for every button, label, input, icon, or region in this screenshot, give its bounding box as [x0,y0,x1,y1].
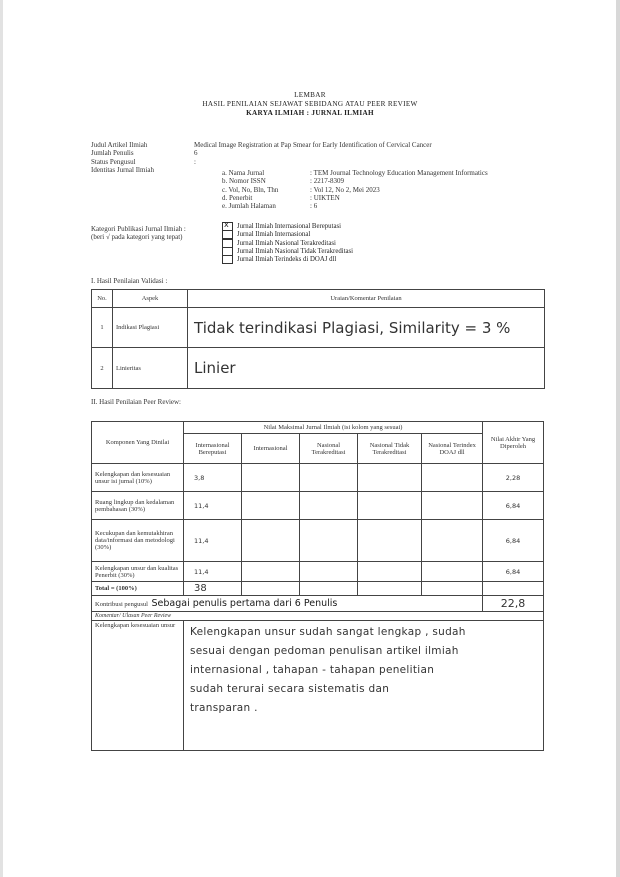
category-option-label: Jurnal Ilmiah Terindeks di DOAJ dll [237,256,337,264]
journal-row-label: e. Jumlah Halaman [222,202,276,211]
journal-row [222,177,562,185]
journal-row [222,202,562,210]
row-comment: Linier [188,348,545,389]
journal-row-value: : TEM Journal Technology Education Management Informatics [310,169,488,177]
komentar-label: Komentar/ Ulasan Peer Review [92,612,544,621]
identity-label: Identitas Jurnal Ilmiah [91,166,154,174]
category-option-label: Jurnal Ilmiah Nasional Terakreditasi [237,239,336,247]
kontribusi-row [92,596,544,612]
category-option-doaj[interactable] [222,255,462,263]
category-option-label: Jurnal Ilmiah Nasional Tidak Terakreditasi [237,247,354,255]
subheader-national-unaccredited: Nasional Tidak Terakreditasi [358,434,422,464]
col-uraian-header: Uraian/Komentar Penilaian [188,290,545,308]
journal-row-label: b. Nomor ISSN [222,177,266,186]
header-line-1: LEMBAR [294,91,326,99]
subheader-international-reputable: Internasional Bereputasi [184,434,242,464]
peer-row [92,492,544,520]
section2-title: II. Hasil Penilaian Peer Review: [91,398,182,406]
peer-total-row [92,582,544,596]
comment-line: Kelengkapan unsur sudah sangat lengkap , sudah [190,626,466,638]
row-comment: Tidak terindikasi Plagiasi, Similarity = 3 % [188,308,545,348]
kelengkapan-label: Kelengkapan kesesuaian unsur [92,621,184,751]
row-aspek: Linieritas [113,348,188,389]
komponen-cell: Kelengkapan unsur dan kualitas Penerbit (30%) [92,562,184,582]
empty-cell [358,520,422,562]
scan-edge-right [616,0,620,877]
empty-cell [422,464,483,492]
check-mark: x [224,220,229,229]
category-option-national-unaccredited[interactable] [222,247,462,255]
journal-row-value: : 6 [310,202,318,211]
category-options [222,222,462,263]
empty-cell [242,464,300,492]
comment-line: sudah terurai secara sistematis dan [190,683,390,695]
row-aspek: Indikasi Plagiasi [113,308,188,348]
category-option-label: Jurnal Ilmiah Internasional [237,231,311,239]
journal-row-label: c. Vol, No, Bln, Thn [222,185,279,194]
komentar-row [92,612,544,621]
subheader-national-accredited: Nasional Terakreditasi [300,434,358,464]
journal-row-value: : 2217-8309 [310,177,345,186]
validation-row [92,348,545,389]
komponen-cell: Kelengkapan dan kesesuaian unsur isi jurnal (10%) [92,464,184,492]
category-checkbox[interactable] [222,255,233,264]
akhir-cell: 2,28 [483,464,544,492]
nilai-cell: 3,8 [184,464,242,492]
nilai-cell: 11,4 [184,492,242,520]
row-no: 2 [92,348,113,389]
komponen-header: Komponen Yang Dinilai [92,422,184,464]
empty-cell [358,582,422,596]
komponen-cell: Kecukupan dan kemutakhiran data/informasi dan metodologi (30%) [92,520,184,562]
validation-row [92,308,545,348]
komponen-cell: Ruang lingkup dan kedalaman pembahasan (30%) [92,492,184,520]
empty-cell [483,582,544,596]
article-title-value: Medical Image Registration at Pap Smear for Early Identification of Cervical Cancer [194,141,432,149]
journal-row [222,169,562,177]
empty-cell [300,562,358,582]
kontribusi-value: Sebagai penulis pertama dari 6 Penulis [151,598,338,609]
empty-cell [358,464,422,492]
subheader-doaj: Nasional Terindex DOAJ dll [422,434,483,464]
kelengkapan-row [92,621,544,751]
section1-title: I. Hasil Penilaian Validasi : [91,277,168,285]
akhir-header: Nilai Akhir Yang Diperoleh [483,422,544,464]
empty-cell [300,464,358,492]
validation-header-row [92,290,545,308]
comment-line: internasional , tahapan - tahapan penelitian [190,664,435,676]
authors-value: 6 [194,149,198,157]
peer-row [92,464,544,492]
category-option-international[interactable] [222,230,462,238]
status-value: : [194,158,196,166]
comment-line: transparan . [190,702,258,714]
empty-cell [242,520,300,562]
empty-cell [422,582,483,596]
empty-cell [242,492,300,520]
category-option-label: Jurnal Ilmiah Internasional Bereputasi [237,223,341,231]
validation-table [91,289,545,389]
article-title-label: Judul Artikel Ilmiah [91,141,148,149]
category-option-international-reputable[interactable] [222,222,462,230]
kelengkapan-comment [184,621,544,751]
category-option-national-accredited[interactable] [222,239,462,247]
empty-cell [422,562,483,582]
peer-row [92,520,544,562]
peer-row [92,562,544,582]
subheader-international: Internasional [242,434,300,464]
nilai-cell: 11,4 [184,562,242,582]
comment-line: sesuai dengan pedoman penulisan artikel ilmiah [190,645,459,657]
journal-row [222,194,562,202]
empty-cell [422,520,483,562]
empty-cell [300,492,358,520]
group-header: Nilai Maksimal Jurnal Ilmiah (isi kolom yang sesuai) [184,422,483,434]
akhir-cell: 6,84 [483,562,544,582]
journal-row-value: : Vol 12, No 2, Mei 2023 [310,185,380,194]
peer-header-row [92,422,544,434]
journal-row-label: a. Nama Jurnal [222,169,265,177]
journal-row [222,186,562,194]
nilai-cell: 11,4 [184,520,242,562]
status-label: Status Pengusul [91,158,136,166]
journal-row-label: d. Penerbit [222,193,253,202]
akhir-cell: 6,84 [483,520,544,562]
kontribusi-cell [92,596,483,612]
category-hint: (beri √ pada kategori yang tepat) [91,233,183,241]
empty-cell [300,520,358,562]
category-label: Kategori Publikasi Jurnal Ilmiah : [91,225,186,233]
empty-cell [422,492,483,520]
akhir-cell: 6,84 [483,492,544,520]
authors-label: Jumlah Penulis [91,149,134,157]
total-label: Total = (100%) [92,582,184,596]
col-no-header: No. [92,290,113,308]
empty-cell [358,492,422,520]
empty-cell [242,582,300,596]
peer-review-table [91,421,544,751]
kontribusi-akhir: 22,8 [483,596,544,612]
empty-cell [242,562,300,582]
kontribusi-label: Kontribusi pengusul [95,601,148,608]
header-line-3: KARYA ILMIAH : JURNAL ILMIAH [246,109,374,117]
header-line-2: HASIL PENILAIAN SEJAWAT SEBIDANG ATAU PEER REVIEW [202,100,418,108]
empty-cell [358,562,422,582]
scan-edge-left [0,0,3,877]
total-value: 38 [184,582,242,596]
journal-row-value: : UIKTEN [310,193,340,202]
journal-details [222,169,562,210]
row-no: 1 [92,308,113,348]
empty-cell [300,582,358,596]
col-aspek-header: Aspek [113,290,188,308]
